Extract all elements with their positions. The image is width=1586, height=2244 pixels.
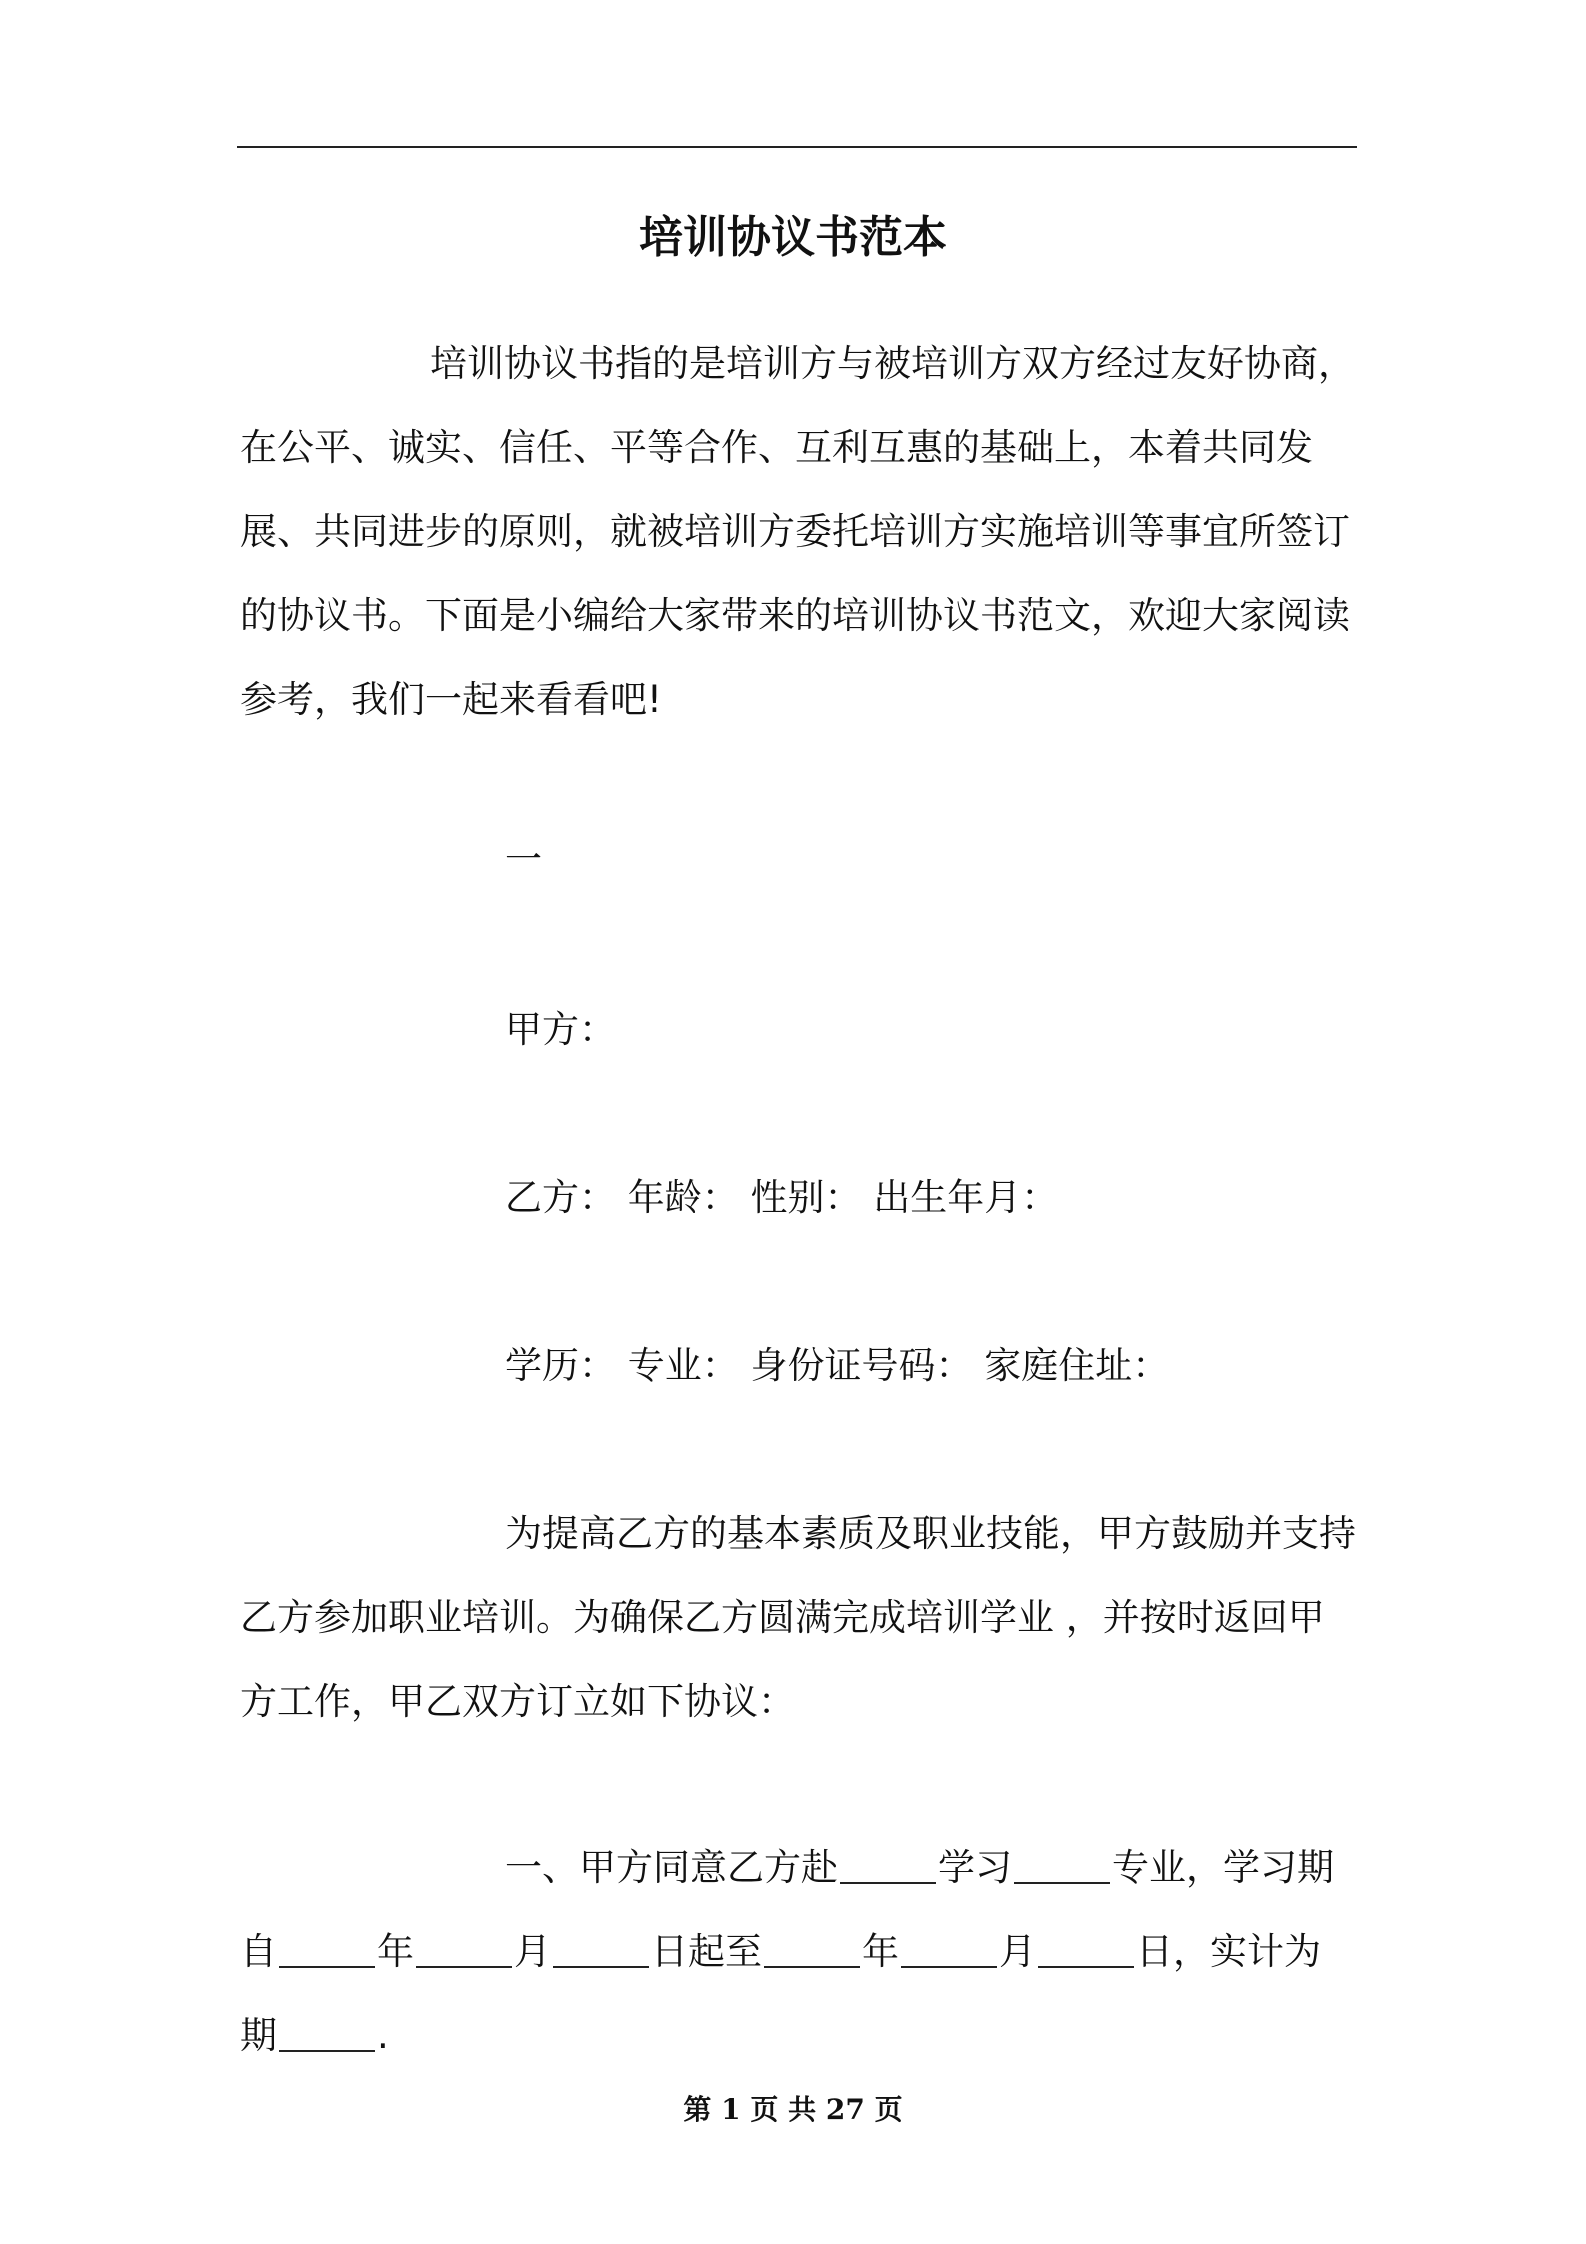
clause1-text: 年 xyxy=(862,1930,899,1973)
blank-field xyxy=(764,1930,860,1968)
clause1-text: 日起至 xyxy=(651,1930,762,1973)
blank-field xyxy=(279,1930,375,1968)
blank-field xyxy=(840,1846,936,1884)
blank-field xyxy=(416,1930,512,1968)
document-title: 培训协议书范本 xyxy=(639,212,947,263)
section-number: 一 xyxy=(505,838,542,881)
blank-field xyxy=(1014,1846,1110,1884)
clause1-text: . xyxy=(377,2014,389,2057)
clause1-text: 一、甲方同意乙方赴 xyxy=(505,1846,838,1889)
clause1-text: 年 xyxy=(377,1930,414,1973)
header-rule xyxy=(237,146,1357,148)
blank-field xyxy=(901,1930,997,1968)
clause1-line2 xyxy=(240,1922,1321,1982)
party-a-line: 甲方： xyxy=(505,1008,616,1051)
party-b-line: 乙方： 年龄： 性别： 出生年月： xyxy=(505,1176,1059,1219)
clause1-text: 日，实计为 xyxy=(1136,1930,1321,1973)
blank-field xyxy=(279,2014,375,2052)
blank-field xyxy=(1038,1930,1134,1968)
clause1-text: 月 xyxy=(999,1930,1036,1973)
blank-field xyxy=(553,1930,649,1968)
clause1-text: 期 xyxy=(240,2014,277,2057)
party-b-details-line: 学历： 专业： 身份证号码： 家庭住址： xyxy=(505,1344,1170,1387)
page-footer: 第 1 页 共 27 页 xyxy=(683,2093,903,2126)
clause1-text: 月 xyxy=(514,1930,551,1973)
intro-paragraph: 培训协议书指的是培训方与被培训方双方经过友好协商，在公平、诚实、信任、平等合作、互利互惠的基础上，本着共同发展、共同进步的原则，就被培训方委托培训方实施培训等事宜所签订的协议书。下面是小编给大家带来的培训协议书范文，欢迎大家阅读参考，我们一起来看看吧! xyxy=(240,342,1355,721)
clause1-line1 xyxy=(505,1838,1334,1898)
clause1-text: 学习 xyxy=(938,1846,1012,1889)
purpose-paragraph: 为提高乙方的基本素质及职业技能，甲方鼓励并支持乙方参加职业培训。为确保乙方圆满完成培训学业 ，并按时返回甲方工作，甲乙双方订立如下协议： xyxy=(240,1512,1356,1723)
clause1-text: 专业，学习期 xyxy=(1112,1846,1334,1889)
clause1-line3 xyxy=(240,2006,389,2066)
clause1-text: 自 xyxy=(240,1930,277,1973)
